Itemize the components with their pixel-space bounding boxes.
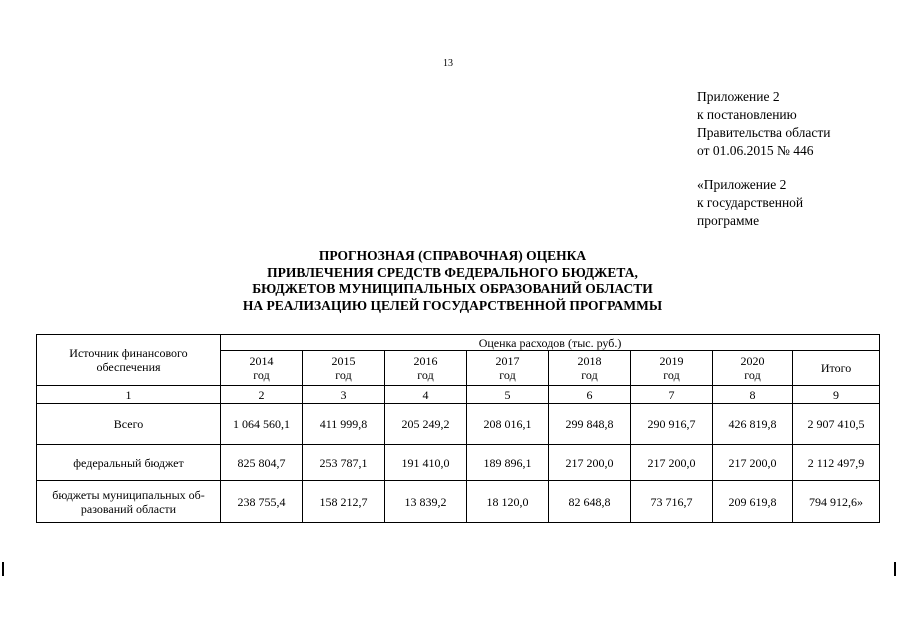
- table-cell: 238 755,4: [221, 481, 303, 523]
- row-label: федеральный бюджет: [37, 445, 221, 481]
- title-line: НА РЕАЛИЗАЦИЮ ЦЕЛЕЙ ГОСУДАРСТВЕННОЙ ПРОГРАММЫ: [242, 297, 663, 313]
- table-cell: 290 916,7: [631, 404, 713, 445]
- table-cell: 2 907 410,5: [793, 404, 880, 445]
- title-line: БЮДЖЕТОВ МУНИЦИПАЛЬНЫХ ОБРАЗОВАНИЙ ОБЛАСТИ: [252, 281, 653, 296]
- source-header: [37, 335, 221, 386]
- page-number: 13: [443, 58, 453, 69]
- year-header: [467, 351, 549, 386]
- table-cell: 191 410,0: [385, 445, 467, 481]
- table-cell: 253 787,1: [303, 445, 385, 481]
- table-cell: 794 912,6»: [793, 481, 880, 523]
- title-line: ПРОГНОЗНАЯ (СПРАВОЧНАЯ) ОЦЕНКА: [318, 248, 587, 263]
- year-suffix: год: [253, 368, 270, 382]
- year-header: [385, 351, 467, 386]
- appendix-program: [697, 176, 803, 230]
- year-header: [221, 351, 303, 386]
- table-cell: 217 200,0: [631, 445, 713, 481]
- row-label: Всего: [37, 404, 221, 445]
- column-number: 8: [713, 386, 793, 404]
- appendix-note-line: от 01.06.2015 № 446: [697, 143, 814, 158]
- table-cell: 411 999,8: [303, 404, 385, 445]
- row-label-line: разований области: [80, 501, 177, 516]
- appendix-note: [697, 88, 830, 160]
- column-number: 3: [303, 386, 385, 404]
- scan-edge-mark: [894, 562, 896, 576]
- table-cell: 189 896,1: [467, 445, 549, 481]
- table-cell: 205 249,2: [385, 404, 467, 445]
- year-suffix: год: [663, 368, 680, 382]
- source-header-line: Источник финансового: [69, 346, 188, 360]
- appendix-note-line: Правительства области: [697, 125, 831, 140]
- year-value: 2014: [249, 354, 274, 368]
- year-suffix: год: [499, 368, 516, 382]
- column-number: 4: [385, 386, 467, 404]
- scan-edge-mark: [2, 562, 4, 576]
- year-suffix: год: [581, 368, 598, 382]
- table-cell: 18 120,0: [467, 481, 549, 523]
- table-row-total: [37, 404, 880, 445]
- column-number: 5: [467, 386, 549, 404]
- column-number: 9: [793, 386, 880, 404]
- table-cell: 2 112 497,9: [793, 445, 880, 481]
- table-cell: 82 648,8: [549, 481, 631, 523]
- appendix-note-line: к постановлению: [697, 107, 797, 122]
- table-cell: 73 716,7: [631, 481, 713, 523]
- budget-table: [36, 334, 880, 523]
- row-label-line: бюджеты муниципальных об-: [52, 487, 205, 502]
- table-cell: 426 819,8: [713, 404, 793, 445]
- column-number: 6: [549, 386, 631, 404]
- year-suffix: год: [335, 368, 352, 382]
- year-value: 2017: [495, 354, 520, 368]
- year-header: [303, 351, 385, 386]
- total-header: Итого: [793, 351, 880, 386]
- document-title: [0, 248, 905, 314]
- table-cell: 1 064 560,1: [221, 404, 303, 445]
- table-row-federal: [37, 445, 880, 481]
- appendix-note-line: Приложение 2: [697, 89, 780, 104]
- year-suffix: год: [744, 368, 761, 382]
- column-number: 2: [221, 386, 303, 404]
- table-cell: 217 200,0: [549, 445, 631, 481]
- appendix-program-line: к государственной: [697, 195, 804, 210]
- table-row-municipal: [37, 481, 880, 523]
- year-header: [713, 351, 793, 386]
- column-number: 1: [37, 386, 221, 404]
- table-cell: 13 839,2: [385, 481, 467, 523]
- table-cell: 825 804,7: [221, 445, 303, 481]
- table-cell: 158 212,7: [303, 481, 385, 523]
- year-value: 2015: [331, 354, 356, 368]
- year-value: 2016: [413, 354, 438, 368]
- table-cell: 209 619,8: [713, 481, 793, 523]
- table-cell: 217 200,0: [713, 445, 793, 481]
- appendix-program-line: «Приложение 2: [697, 177, 787, 192]
- year-header: [631, 351, 713, 386]
- year-value: 2018: [577, 354, 602, 368]
- appendix-program-line: программе: [697, 213, 760, 228]
- year-value: 2019: [659, 354, 684, 368]
- table-cell: 299 848,8: [549, 404, 631, 445]
- title-line: ПРИВЛЕЧЕНИЯ СРЕДСТВ ФЕДЕРАЛЬНОГО БЮДЖЕТА,: [267, 264, 638, 280]
- year-suffix: год: [417, 368, 434, 382]
- year-header: [549, 351, 631, 386]
- column-number: 7: [631, 386, 713, 404]
- year-value: 2020: [740, 354, 765, 368]
- source-header-line: обеспечения: [96, 360, 161, 374]
- table-cell: 208 016,1: [467, 404, 549, 445]
- row-label: [37, 481, 221, 523]
- expenses-header: Оценка расходов (тыс. руб.): [221, 335, 880, 351]
